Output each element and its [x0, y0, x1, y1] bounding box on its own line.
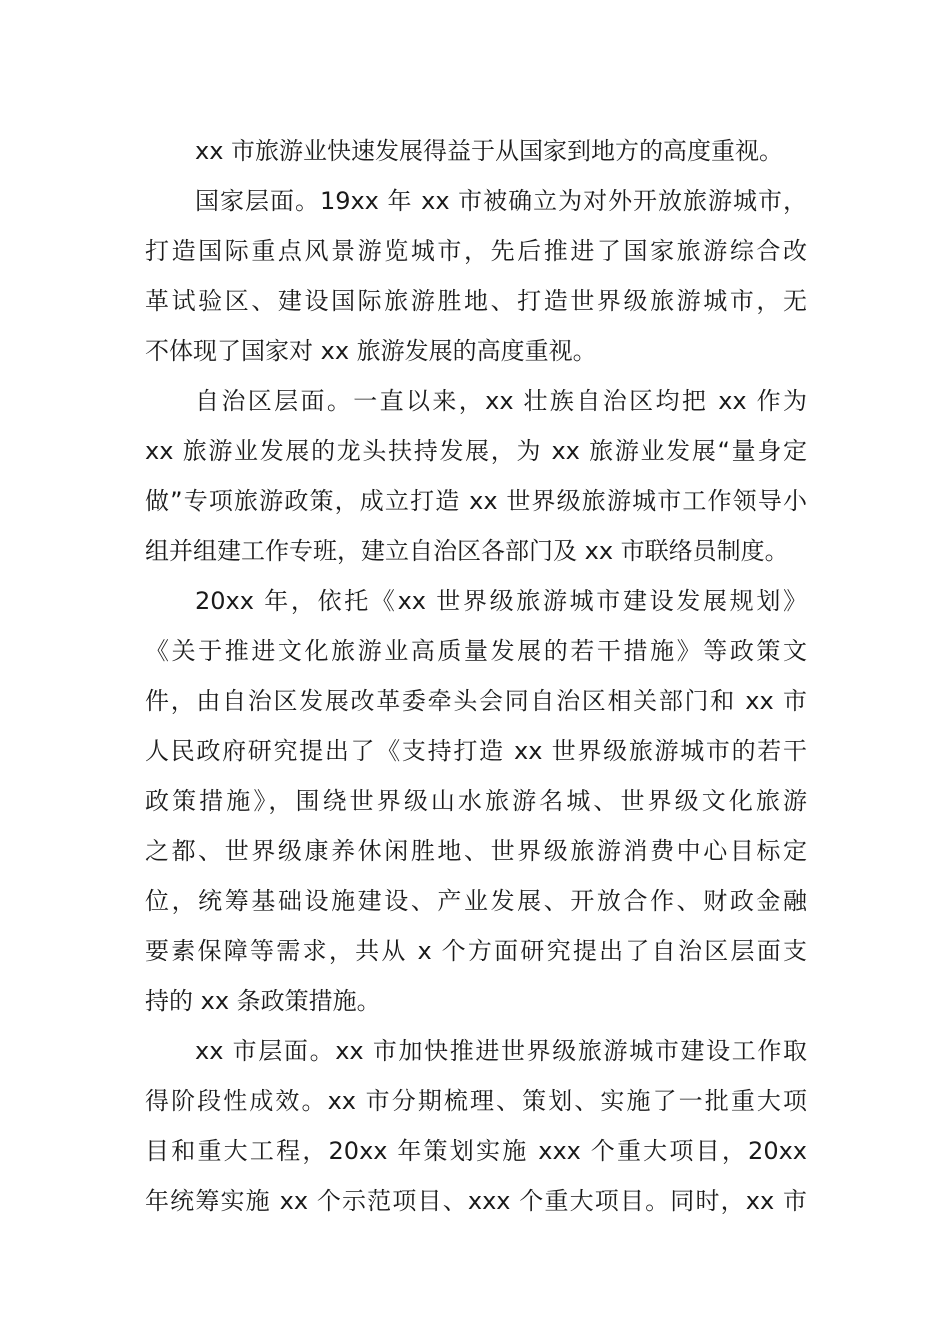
paragraph-line: xx 市层面。xx 市加快推进世界级旅游城市建设工作取 — [195, 1037, 807, 1065]
paragraph-line: 国家层面。19xx 年 xx 市被确立为对外开放旅游城市， — [195, 187, 807, 215]
paragraph-line: 年统筹实施 xx 个示范项目、xxx 个重大项目。同时，xx 市 — [145, 1187, 807, 1215]
paragraph-line: 政策措施》，围绕世界级山水旅游名城、世界级文化旅游 — [145, 787, 807, 815]
paragraph-line: 件，由自治区发展改革委牵头会同自治区相关部门和 xx 市 — [145, 687, 807, 715]
paragraph-line: 位，统筹基础设施建设、产业发展、开放合作、财政金融 — [145, 887, 807, 915]
paragraph-line: 《关于推进文化旅游业高质量发展的若干措施》等政策文 — [145, 637, 807, 665]
paragraph-line: 持的 xx 条政策措施。 — [145, 987, 381, 1015]
document-body — [145, 126, 807, 1226]
paragraph-line: 之都、世界级康养休闲胜地、世界级旅游消费中心目标定 — [145, 837, 807, 865]
paragraph-line: 人民政府研究提出了《支持打造 xx 世界级旅游城市的若干 — [145, 737, 807, 765]
paragraph-line: 打造国际重点风景游览城市，先后推进了国家旅游综合改 — [145, 237, 807, 265]
paragraph-line: 20xx 年，依托《xx 世界级旅游城市建设发展规划》 — [195, 587, 807, 615]
paragraph-line: 组并组建工作专班，建立自治区各部门及 xx 市联络员制度。 — [145, 537, 789, 565]
paragraph-line: 革试验区、建设国际旅游胜地、打造世界级旅游城市，无 — [145, 287, 807, 315]
paragraph-line: 要素保障等需求，共从 x 个方面研究提出了自治区层面支 — [145, 937, 807, 965]
paragraph-line: xx 旅游业发展的龙头扶持发展，为 xx 旅游业发展“量身定 — [145, 437, 807, 465]
paragraph-line: 自治区层面。一直以来，xx 壮族自治区均把 xx 作为 — [195, 387, 807, 415]
paragraph-line: 不体现了国家对 xx 旅游发展的高度重视。 — [145, 337, 597, 365]
paragraph-line: 得阶段性成效。xx 市分期梳理、策划、实施了一批重大项 — [145, 1087, 807, 1115]
paragraph-line: xx 市旅游业快速发展得益于从国家到地方的高度重视。 — [195, 137, 784, 165]
paragraph-line: 做”专项旅游政策，成立打造 xx 世界级旅游城市工作领导小 — [145, 487, 807, 515]
paragraph-line: 目和重大工程，20xx 年策划实施 xxx 个重大项目，20xx — [145, 1137, 807, 1165]
